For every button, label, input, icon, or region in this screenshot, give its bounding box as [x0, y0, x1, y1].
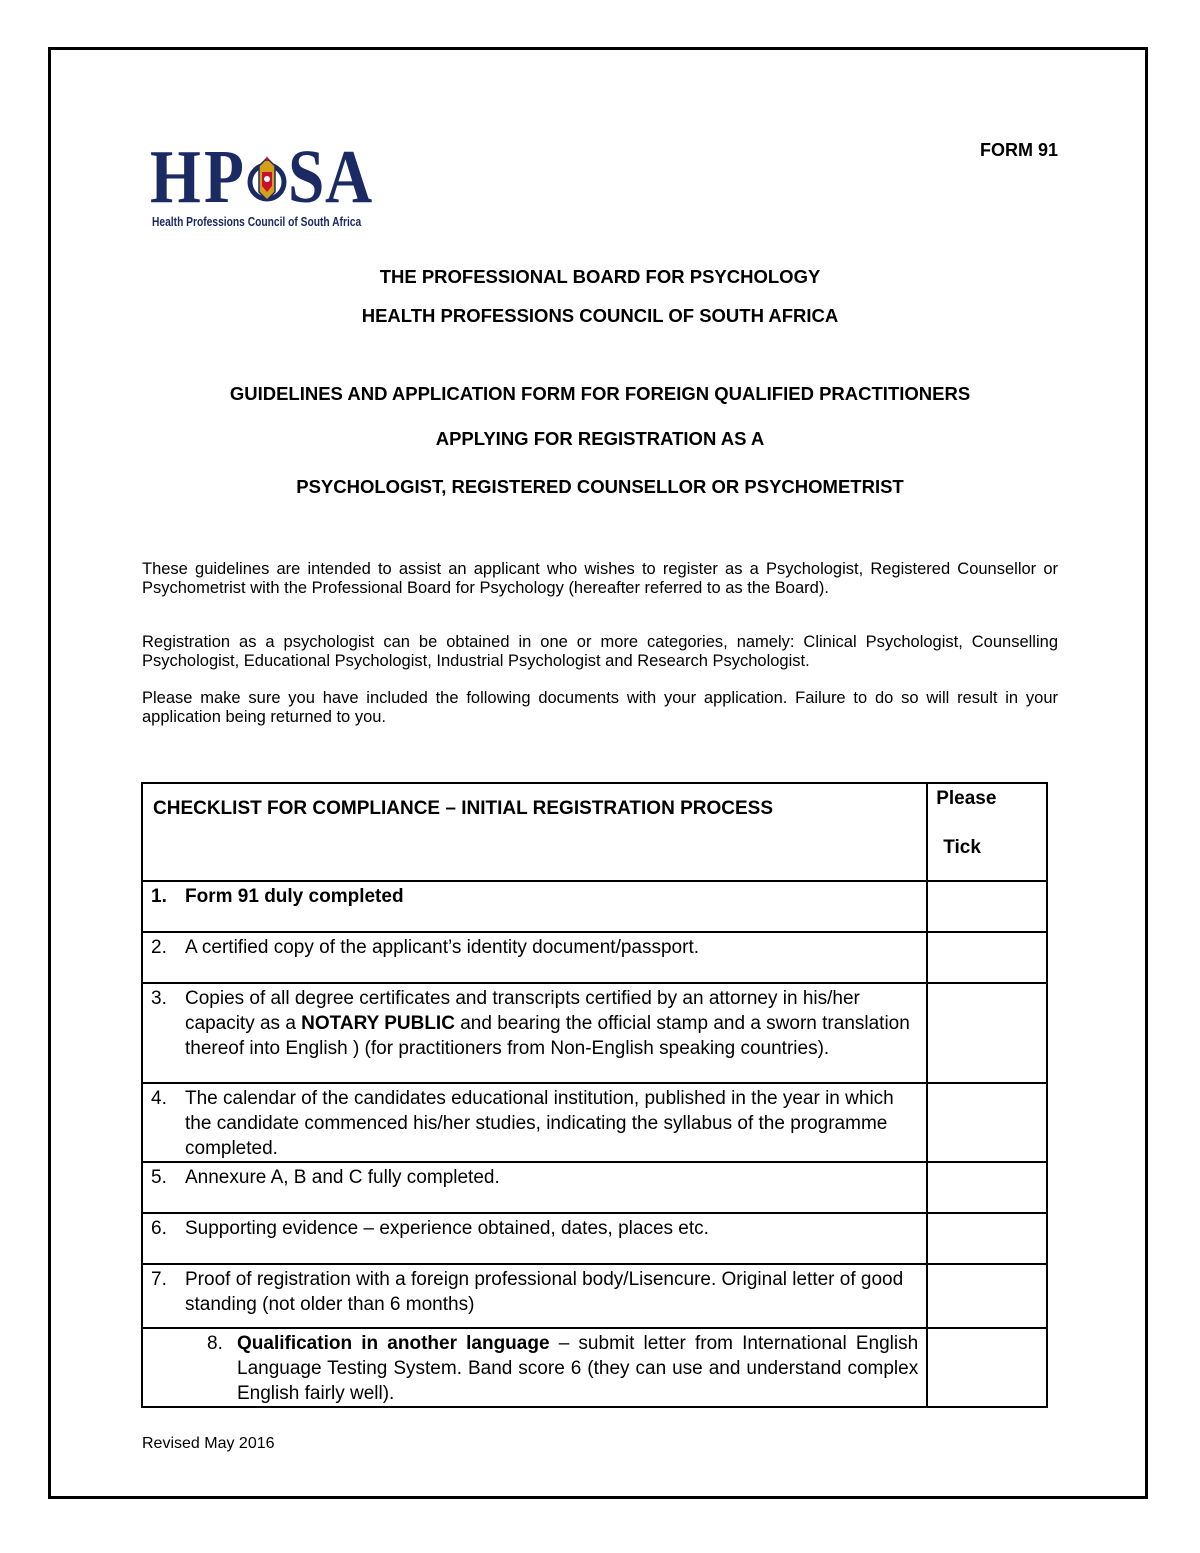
checklist-item-6	[142, 1213, 927, 1264]
checklist-item-1	[142, 881, 927, 932]
intro-paragraph: These guidelines are intended to assist an applicant who wishes to register as a Psychologist, Registered Counsellor or Psychometrist with the Professional Board for Psychology (hereafter referred to as the Board).	[142, 560, 1058, 597]
tick-header-line-2: Tick	[943, 837, 981, 858]
item-text: Proof of registration with a foreign professional body/Lisencure. Original letter of good standing (not older than 6 months)	[185, 1269, 904, 1315]
item-number: 5.	[151, 1167, 167, 1188]
logo-letter: P	[204, 135, 240, 219]
table-row	[142, 1083, 1047, 1162]
table-row	[142, 932, 1047, 983]
documents-paragraph: Please make sure you have included the following documents with your application. Failure to do so will result in your application being returned to you.	[142, 689, 1058, 726]
table-row	[142, 983, 1047, 1083]
title-line-3: PSYCHOLOGIST, REGISTERED COUNSELLOR OR PSYCHOMETRIST	[296, 476, 904, 497]
checklist-item-7	[142, 1264, 927, 1328]
checklist-item-2	[142, 932, 927, 983]
table-row	[142, 881, 1047, 932]
tick-box[interactable]	[927, 1328, 1047, 1407]
item-text: A certified copy of the applicant’s identity document/passport.	[185, 937, 700, 958]
item-number: 7.	[151, 1269, 167, 1290]
item-number: 1.	[151, 886, 167, 907]
tick-column-header	[927, 783, 1047, 881]
item-text: Form 91 duly completed	[185, 886, 404, 907]
item-number: 6.	[151, 1218, 167, 1239]
tick-box[interactable]	[927, 881, 1047, 932]
logo-wordmark	[150, 135, 375, 219]
item-number: 2.	[151, 937, 167, 958]
compliance-checklist-table	[141, 782, 1048, 1408]
item-number: 3.	[151, 988, 167, 1009]
council-heading: HEALTH PROFESSIONS COUNCIL OF SOUTH AFRICA	[361, 305, 839, 326]
coat-of-arms-icon	[247, 152, 287, 208]
item-text: and bearing the official stamp and a sworn translation thereof into English ) (for practitioners from Non-English speaking countries).	[185, 1013, 910, 1059]
tick-box[interactable]	[927, 1213, 1047, 1264]
item-text-bold: Qualification in another language	[237, 1333, 550, 1354]
item-text: The calendar of the candidates educational institution, published in the year in which the candidate commenced his/her studies, indicating the syllabus of the programme completed.	[185, 1088, 894, 1159]
table-row	[142, 1264, 1047, 1328]
item-text: Annexure A, B and C fully completed.	[185, 1167, 500, 1188]
checklist-item-3	[142, 983, 927, 1083]
checklist-item-8	[142, 1328, 927, 1407]
form-number: FORM 91	[979, 140, 1058, 160]
board-heading: THE PROFESSIONAL BOARD FOR PSYCHOLOGY	[379, 266, 821, 287]
tick-box[interactable]	[927, 1083, 1047, 1162]
tick-header-line-1: Please	[936, 788, 997, 809]
item-text: Supporting evidence – experience obtained, dates, places etc.	[185, 1218, 709, 1239]
item-number: 4.	[151, 1088, 167, 1109]
logo-subtitle: Health Professions Council of South Africa	[152, 215, 362, 229]
tick-box[interactable]	[927, 983, 1047, 1083]
checklist-item-5	[142, 1162, 927, 1213]
item-text-bold: NOTARY PUBLIC	[301, 1013, 455, 1034]
tick-box[interactable]	[927, 1162, 1047, 1213]
table-header-row	[142, 783, 1047, 881]
categories-paragraph: Registration as a psychologist can be obtained in one or more categories, namely: Clinical Psychologist, Counselling Psychologist, Educational Psychologist, Industrial Psychologist and Research Psychologist.	[142, 633, 1058, 670]
item-text: – submit letter from International English Language Testing System. Band score 6 (they can use and understand complex English fairly well).	[237, 1333, 919, 1404]
revision-footer: Revised May 2016	[142, 1435, 275, 1452]
logo-letter: S	[287, 135, 320, 219]
tick-box[interactable]	[927, 1264, 1047, 1328]
checklist-item-4	[142, 1083, 927, 1162]
item-text: Copies of all degree certificates and transcripts certified by an attorney in his/her capacity as a	[185, 988, 860, 1034]
title-line-2: APPLYING FOR REGISTRATION AS A	[435, 428, 765, 449]
item-number: 8.	[207, 1333, 223, 1354]
logo-letter: H	[150, 135, 197, 219]
title-line-1: GUIDELINES AND APPLICATION FORM FOR FOREIGN QUALIFIED PRACTITIONERS	[229, 383, 971, 404]
logo-letter: A	[324, 135, 368, 219]
table-row	[142, 1213, 1047, 1264]
hpcsa-logo	[150, 135, 368, 232]
table-row	[142, 1328, 1047, 1407]
tick-box[interactable]	[927, 932, 1047, 983]
checklist-header: CHECKLIST FOR COMPLIANCE – INITIAL REGISTRATION PROCESS	[142, 783, 927, 881]
table-row	[142, 1162, 1047, 1213]
